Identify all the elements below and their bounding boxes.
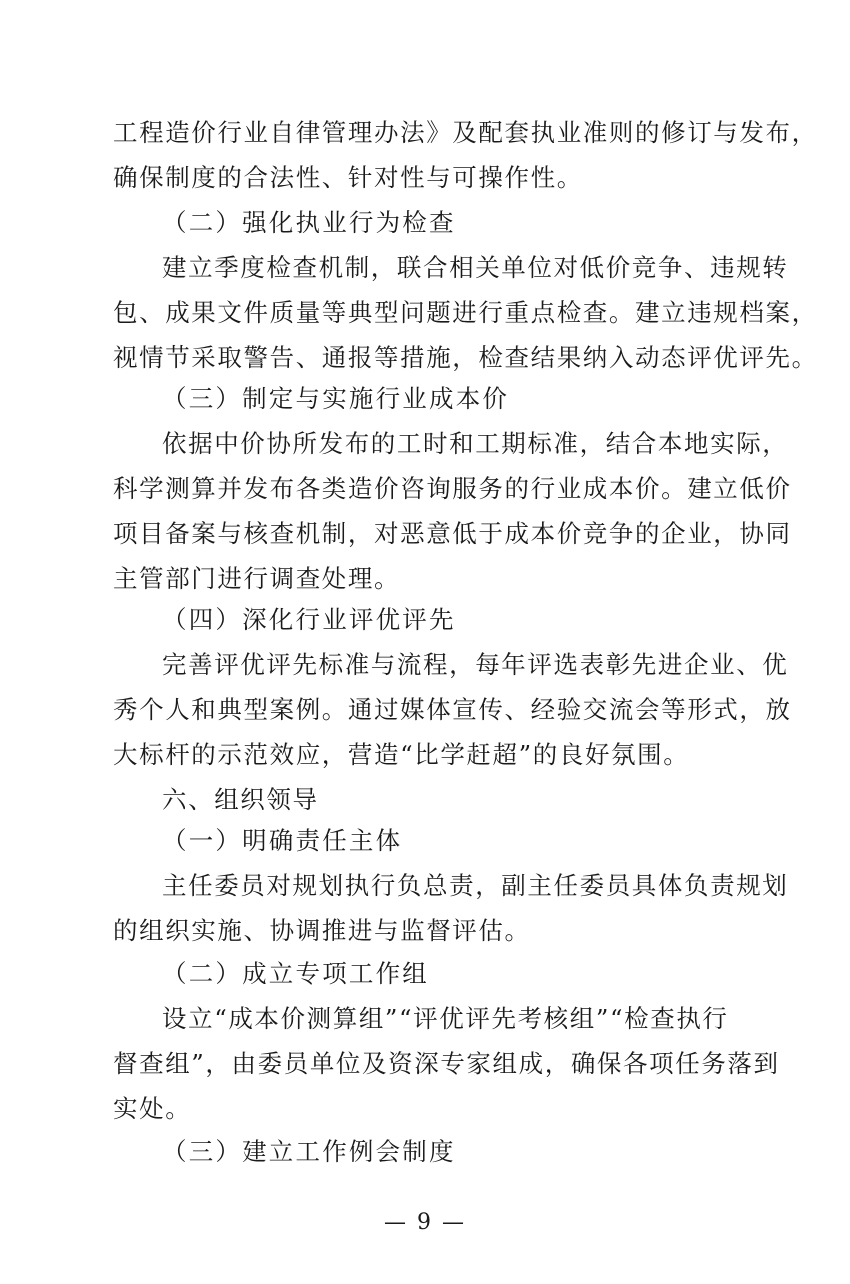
- text-line: 设立“成本价测算组”“评优评先考核组”“检查执行: [162, 1004, 729, 1033]
- text-line: 大标杆的示范效应，营造“比学赶超”的良好氛围。: [113, 740, 690, 769]
- text-line: 包、成果文件质量等典型问题进行重点检查。建立违规档案，: [113, 298, 818, 327]
- chapter-heading: 六、组织领导: [162, 785, 319, 814]
- section-heading: （四）深化行业评优评先: [162, 605, 456, 634]
- text-line: 确保制度的合法性、针对性与可操作性。: [113, 163, 583, 192]
- text-line: 完善评优评先标准与流程，每年评选表彰先进企业、优: [162, 650, 789, 679]
- section-heading: （二）强化执业行为检查: [162, 208, 456, 237]
- text-line: 主任委员对规划执行负总责，副主任委员具体负责规划: [162, 871, 789, 900]
- text-line: 秀个人和典型案例。通过媒体宣传、经验交流会等形式，放: [113, 695, 792, 724]
- text-line: 实处。: [113, 1094, 192, 1123]
- text-line: 科学测算并发布各类造价咨询服务的行业成本价。建立低价: [113, 474, 792, 503]
- text-line: 项目备案与核查机制，对恶意低于成本价竞争的企业，协同: [113, 519, 792, 548]
- text-line: 工程造价行业自律管理办法》及配套执业准则的修订与发布，: [113, 118, 818, 147]
- text-line: 视情节采取警告、通报等措施，检查结果纳入动态评优评先。: [113, 343, 818, 372]
- section-heading: （三）建立工作例会制度: [162, 1137, 456, 1166]
- section-heading: （三）制定与实施行业成本价: [162, 384, 510, 413]
- text-line: 督查组”，由委员单位及资深专家组成，确保各项任务落到: [113, 1049, 780, 1078]
- text-line: 建立季度检查机制，联合相关单位对低价竞争、违规转: [162, 253, 789, 282]
- text-line: 主管部门进行调查处理。: [113, 564, 401, 593]
- page-number: — 9 —: [384, 1210, 466, 1235]
- text-line: 的组织实施、协调推进与监督评估。: [113, 916, 531, 945]
- section-heading: （一）明确责任主体: [162, 826, 403, 855]
- section-heading: （二）成立专项工作组: [162, 959, 429, 988]
- text-line: 依据中价协所发布的工时和工期标准，结合本地实际，: [162, 429, 789, 458]
